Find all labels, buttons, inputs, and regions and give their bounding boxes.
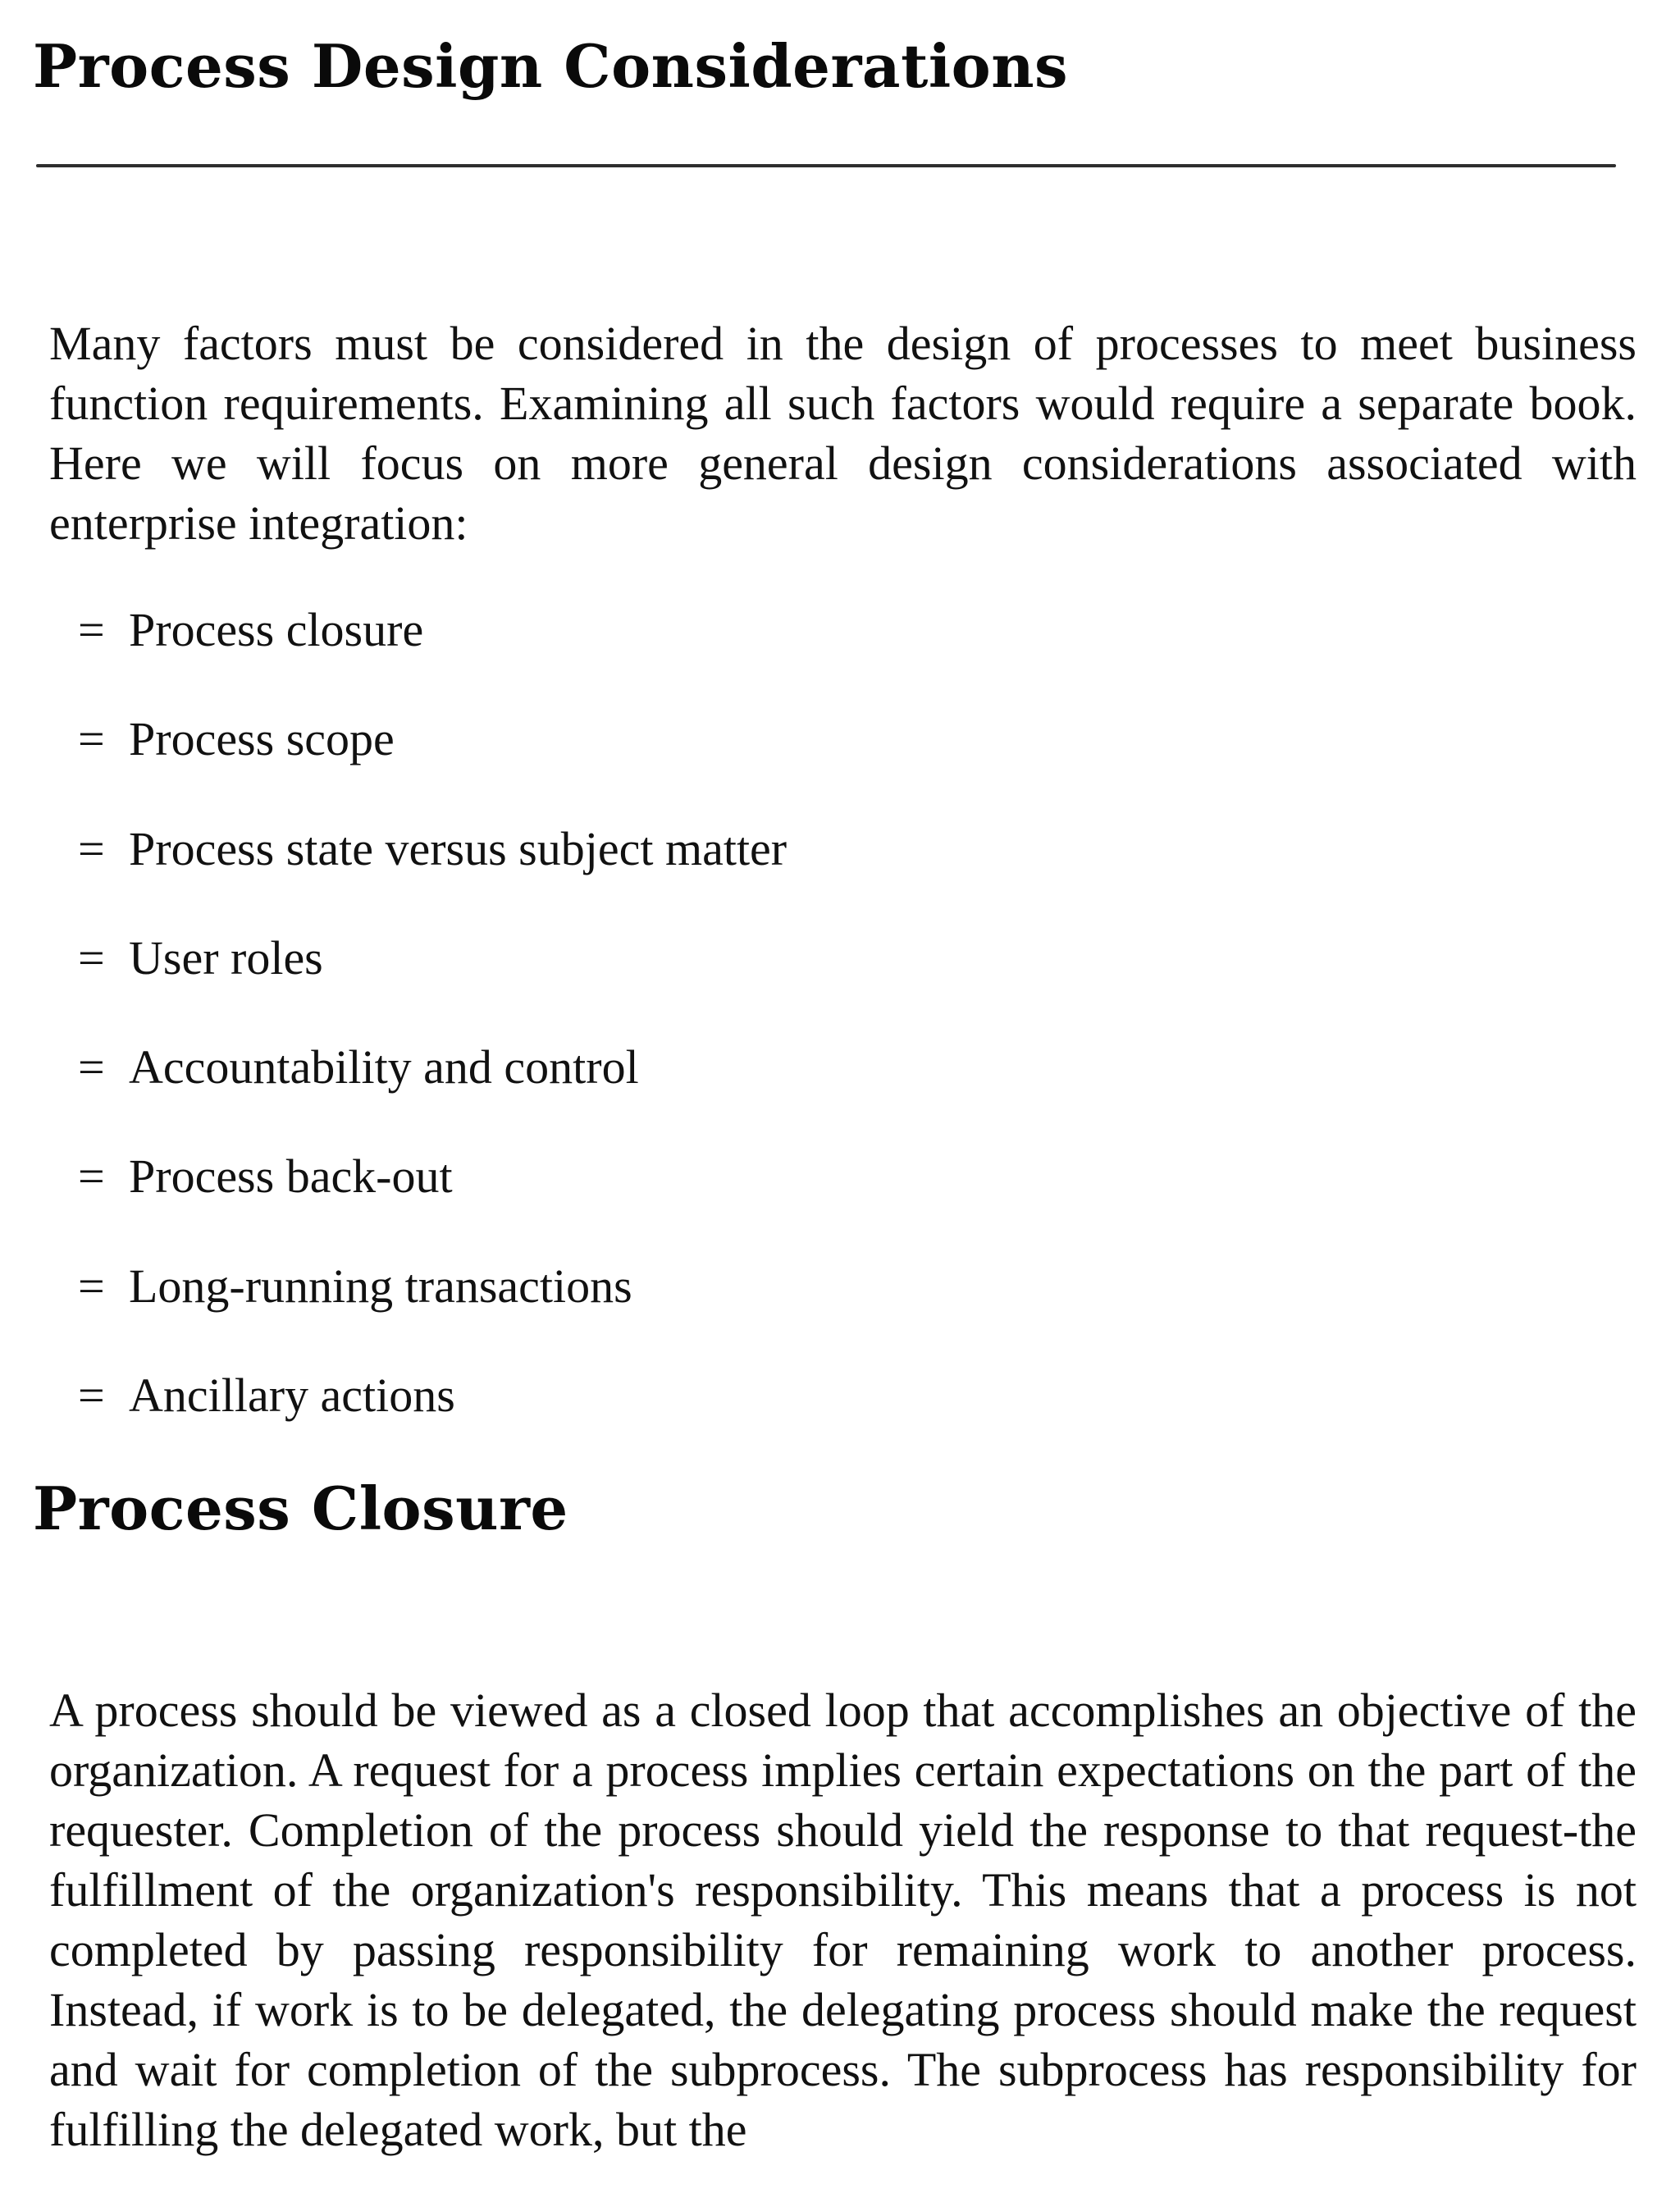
- list-item: [78, 1254, 787, 1363]
- list-item-text: Process back-out: [129, 1149, 453, 1204]
- list-item-text: Ancillary actions: [129, 1369, 455, 1423]
- bullet-marker: =: [78, 603, 105, 656]
- list-item: [78, 1035, 787, 1144]
- considerations-list: [78, 597, 787, 1472]
- list-item-text: User roles: [129, 930, 323, 985]
- page-title: Process Design Considerations: [33, 31, 1069, 101]
- list-item: [78, 925, 787, 1035]
- list-item: [78, 1144, 787, 1253]
- bullet-marker: =: [78, 1040, 105, 1094]
- list-item: [78, 597, 787, 706]
- bullet-marker: =: [78, 930, 105, 985]
- list-item: [78, 706, 787, 816]
- list-item-text: Process state versus subject matter: [129, 821, 788, 875]
- list-item: [78, 1363, 787, 1472]
- bullet-marker: =: [78, 1149, 105, 1204]
- section-paragraph: A process should be viewed as a closed loop that accomplishes an objective of the organization. A request for a process implies certain expectations on the part of the requester. Completion of the process should yield the response to that request-the fulfillment of the organization's responsibility. This means that a process is not completed by passing responsibility for remaining work to another process. Instead, if work is to be delegated, the delegating process should make the request and wait for completion of the subprocess. The subprocess has responsibility for fulfilling the delegated work, but the: [49, 1684, 1637, 2156]
- bullet-marker: =: [78, 1259, 105, 1313]
- list-item-text: Accountability and control: [129, 1040, 639, 1094]
- list-item-text: Long-running transactions: [129, 1259, 632, 1313]
- list-item: [78, 816, 787, 925]
- list-item-text: Process scope: [129, 712, 395, 766]
- title-divider: [36, 164, 1616, 167]
- bullet-marker: =: [78, 712, 105, 766]
- intro-paragraph: Many factors must be considered in the design of processes to meet business function requirements. Examining all such factors would require a separate book. Here we will focus on more general design considerations associated with enterprise integration:: [49, 317, 1637, 550]
- bullet-marker: =: [78, 1369, 105, 1423]
- section-heading: Process Closure: [33, 1474, 568, 1543]
- bullet-marker: =: [78, 821, 105, 875]
- list-item-text: Process closure: [129, 603, 424, 656]
